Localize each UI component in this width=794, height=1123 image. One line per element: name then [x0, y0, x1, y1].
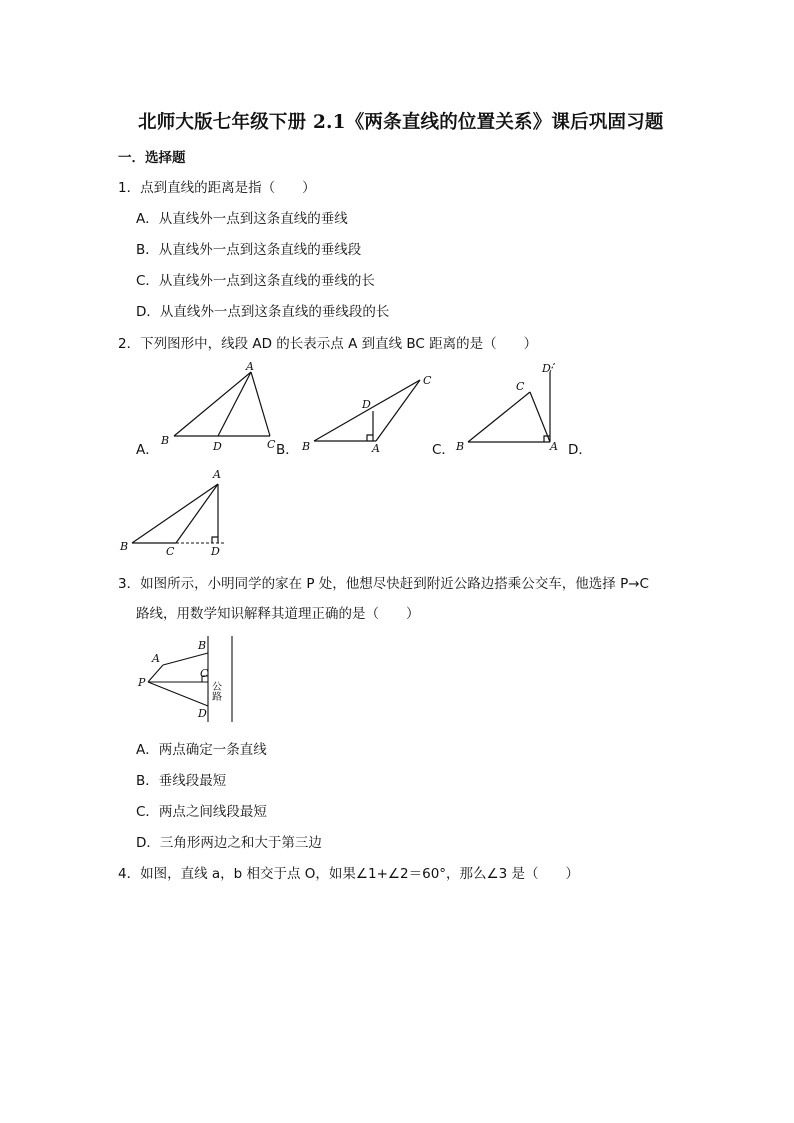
question-4-stem: 4．如图，直线 a，b 相交于点 O，如果∠1+∠2＝60°，那么∠3 是（ ）	[118, 866, 580, 882]
road-label: 公路	[209, 681, 221, 701]
question-3-option-b: B．垂线段最短	[136, 773, 227, 789]
point-label-b: B	[161, 434, 170, 447]
question-2-label-a: A．	[136, 442, 159, 458]
point-label-a: A	[246, 360, 254, 373]
point-label-b: B	[456, 440, 465, 453]
question-2-figure-d	[118, 464, 248, 560]
point-label-d: D	[362, 398, 371, 411]
section-heading: 一．选择题	[118, 150, 186, 166]
question-1-option-a: A．从直线外一点到这条直线的垂线	[136, 211, 348, 227]
point-label-b: B	[198, 639, 207, 652]
point-label-a: A	[550, 440, 558, 453]
page-title: 北师大版七年级下册 2.1《两条直线的位置关系》课后巩固习题	[138, 112, 664, 133]
point-label-c: C	[200, 667, 209, 680]
point-label-c: C	[423, 374, 432, 387]
question-3-figure	[136, 632, 246, 728]
point-label-d: D	[542, 362, 551, 375]
point-label-a: A	[372, 442, 380, 454]
question-3-stem-line-2: 路线，用数学知识解释其道理正确的是（ ）	[136, 606, 420, 622]
point-label-b: B	[302, 440, 311, 453]
question-2-label-c: C．	[432, 442, 455, 458]
question-1-option-c: C．从直线外一点到这条直线的垂线的长	[136, 273, 375, 289]
point-label-c: C	[516, 380, 525, 393]
question-2-figure-a	[158, 358, 288, 454]
point-label-a: A	[213, 468, 221, 481]
point-label-d: D	[213, 440, 222, 453]
point-label-c: C	[267, 438, 276, 451]
point-label-a: A	[152, 652, 160, 665]
question-2-label-d: D．	[568, 442, 592, 458]
question-2-figure-c	[454, 360, 574, 454]
question-2-label-b: B．	[276, 442, 299, 458]
point-label-d: D	[198, 707, 207, 720]
question-2-figure-b	[298, 368, 438, 454]
point-label-d: D	[211, 545, 220, 558]
point-label-p: P	[138, 676, 146, 689]
question-1-option-b: B．从直线外一点到这条直线的垂线段	[136, 242, 362, 258]
question-2-stem: 2．下列图形中，线段 AD 的长表示点 A 到直线 BC 距离的是（ ）	[118, 336, 538, 352]
question-3-stem-line-1: 3．如图所示，小明同学的家在 P 处，他想尽快赶到附近公路边搭乘公交车，他选择 P→C	[118, 576, 649, 592]
point-label-c: C	[166, 545, 175, 558]
point-label-b: B	[120, 540, 129, 553]
question-3-option-a: A．两点确定一条直线	[136, 742, 267, 758]
question-3-option-d: D．三角形两边之和大于第三边	[136, 835, 322, 851]
question-1-option-d: D．从直线外一点到这条直线的垂线段的长	[136, 304, 390, 320]
question-3-option-c: C．两点之间线段最短	[136, 804, 267, 820]
question-1-stem: 1．点到直线的距离是指（ ）	[118, 180, 316, 196]
